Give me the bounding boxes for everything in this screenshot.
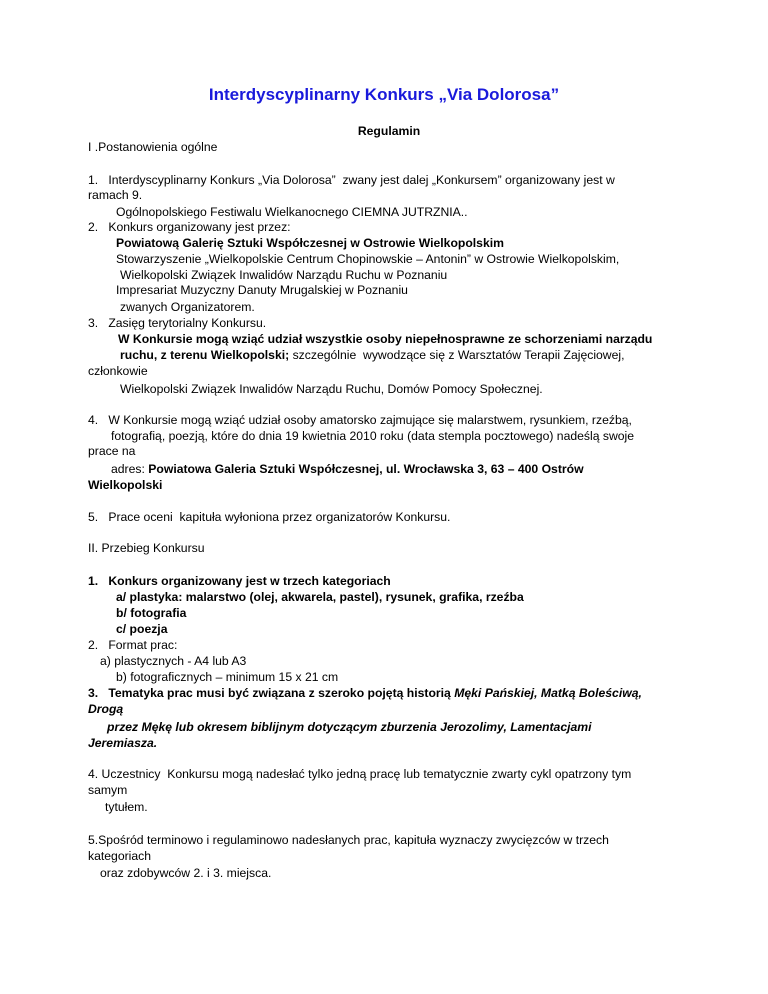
s1-item-3-line-5: Wielkopolski Związek Inwalidów Narządu Ruchu, Domów Pomocy Społecznej. — [120, 382, 543, 396]
s2-item-5-line-3: oraz zdobywców 2. i 3. miejsca. — [100, 866, 272, 880]
s1-item-1-line-3: Ogólnopolskiego Festiwalu Wielkanocnego CIEMNA JUTRZNIA.. — [116, 205, 468, 219]
s2-item-3-line-2: Drogą — [88, 702, 124, 716]
s2-item-3-line-1 — [88, 686, 642, 701]
s1-item-3-line-4: członkowie — [88, 364, 148, 378]
s2-item-4-line-3: tytułem. — [105, 800, 148, 814]
s1-item-4-line-4 — [111, 462, 584, 477]
s1-item-2-line-1: 2. Konkurs organizowany jest przez: — [88, 220, 291, 234]
s1-item-4-address-label: adres: — [111, 462, 149, 476]
s2-item-5-line-1: 5.Spośród terminowo i regulaminowo nadesłanych prac, kapituła wyznaczy zwycięzców w trzech — [88, 833, 609, 847]
s2-item-4-line-1: 4. Uczestnicy Konkursu mogą nadesłać tylko jedną pracę lub tematycznie zwarty cykl opatrzony tym — [88, 767, 632, 781]
s2-item-3-italic-text: Męki Pańskiej, Matką Boleściwą, — [454, 686, 642, 700]
s1-item-4-line-3: prace na — [88, 444, 136, 458]
s1-item-4-line-2: fotografią, poezją, które do dnia 19 kwietnia 2010 roku (data stempla pocztowego) nadeślą swoje — [111, 429, 635, 443]
s1-item-2-line-4: Wielkopolski Związek Inwalidów Narządu Ruchu w Poznaniu — [120, 268, 448, 282]
s2-item-2-line-1: 2. Format prac: — [88, 638, 178, 652]
s2-item-1-line-3: b/ fotografia — [116, 606, 187, 620]
s2-item-3-line-3: przez Mękę lub okresem biblijnym dotyczącym zburzenia Jerozolimy, Lamentacjami — [107, 720, 592, 734]
s2-item-3-line-4: Jeremiasza. — [88, 736, 158, 750]
s1-item-4-line-1: 4. W Konkursie mogą wziąć udział osoby amatorsko zajmujące się malarstwem, rysunkiem, rzeźbą, — [88, 413, 632, 427]
s1-item-3-line-3 — [120, 348, 624, 363]
s1-item-1-line-2: ramach 9. — [88, 188, 143, 202]
s2-item-5-line-2: kategoriach — [88, 849, 152, 863]
s1-item-4-address: Powiatowa Galeria Sztuki Współczesnej, ul. Wrocławska 3, 63 – 400 Ostrów — [148, 462, 584, 476]
s1-item-2-line-6: zwanych Organizatorem. — [120, 300, 255, 314]
s2-item-2-line-2: a) plastycznych - A4 lub A3 — [100, 654, 247, 668]
s1-item-5-line-1: 5. Prace oceni kapituła wyłoniona przez organizatorów Konkursu. — [88, 510, 451, 524]
s2-item-2-line-3: b) fotograficznych – minimum 15 x 21 cm — [116, 670, 339, 684]
s2-item-4-line-2: samym — [88, 783, 128, 797]
s1-item-2-line-5: Impresariat Muzyczny Danuty Mrugalskiej w Poznaniu — [116, 283, 408, 297]
s1-item-3-line-2: W Konkursie mogą wziąć udział wszystkie osoby niepełnosprawne ze schorzeniami narządu — [118, 332, 653, 346]
s2-item-1-line-4: c/ poezja — [116, 622, 168, 636]
s1-item-2-line-2: Powiatową Galerię Sztuki Współczesnej w Ostrowie Wielkopolskim — [116, 236, 504, 250]
document-subtitle: Regulamin — [357, 124, 421, 138]
s1-item-3-rest-text: szczególnie wywodzące się z Warsztatów Terapii Zajęciowej, — [289, 348, 625, 362]
s2-item-1-line-2: a/ plastyka: malarstwo (olej, akwarela, pastel), rysunek, grafika, rzeźba — [116, 590, 524, 604]
section-1-heading: I .Postanowienia ogólne — [88, 140, 218, 154]
s2-item-3-bold-text: 3. Tematyka prac musi być związana z szeroko pojętą historią — [88, 686, 455, 700]
s1-item-4-line-5: Wielkopolski — [88, 478, 163, 492]
s1-item-2-line-3: Stowarzyszenie „Wielkopolskie Centrum Chopinowskie – Antonin” w Ostrowie Wielkopolskim, — [116, 252, 620, 266]
s1-item-1-line-1: 1. Interdyscyplinarny Konkurs „Via Dolorosa” zwany jest dalej „Konkursem” organizowany jest w — [88, 173, 615, 187]
s2-item-1-line-1: 1. Konkurs organizowany jest w trzech kategoriach — [88, 574, 391, 588]
s1-item-3-bold-text: ruchu, z terenu Wielkopolski; — [120, 348, 290, 362]
s1-item-3-line-1: 3. Zasięg terytorialny Konkursu. — [88, 316, 267, 330]
document-title: Interdyscyplinarny Konkurs „Via Dolorosa” — [208, 85, 560, 104]
section-2-heading: II. Przebieg Konkursu — [88, 541, 205, 555]
